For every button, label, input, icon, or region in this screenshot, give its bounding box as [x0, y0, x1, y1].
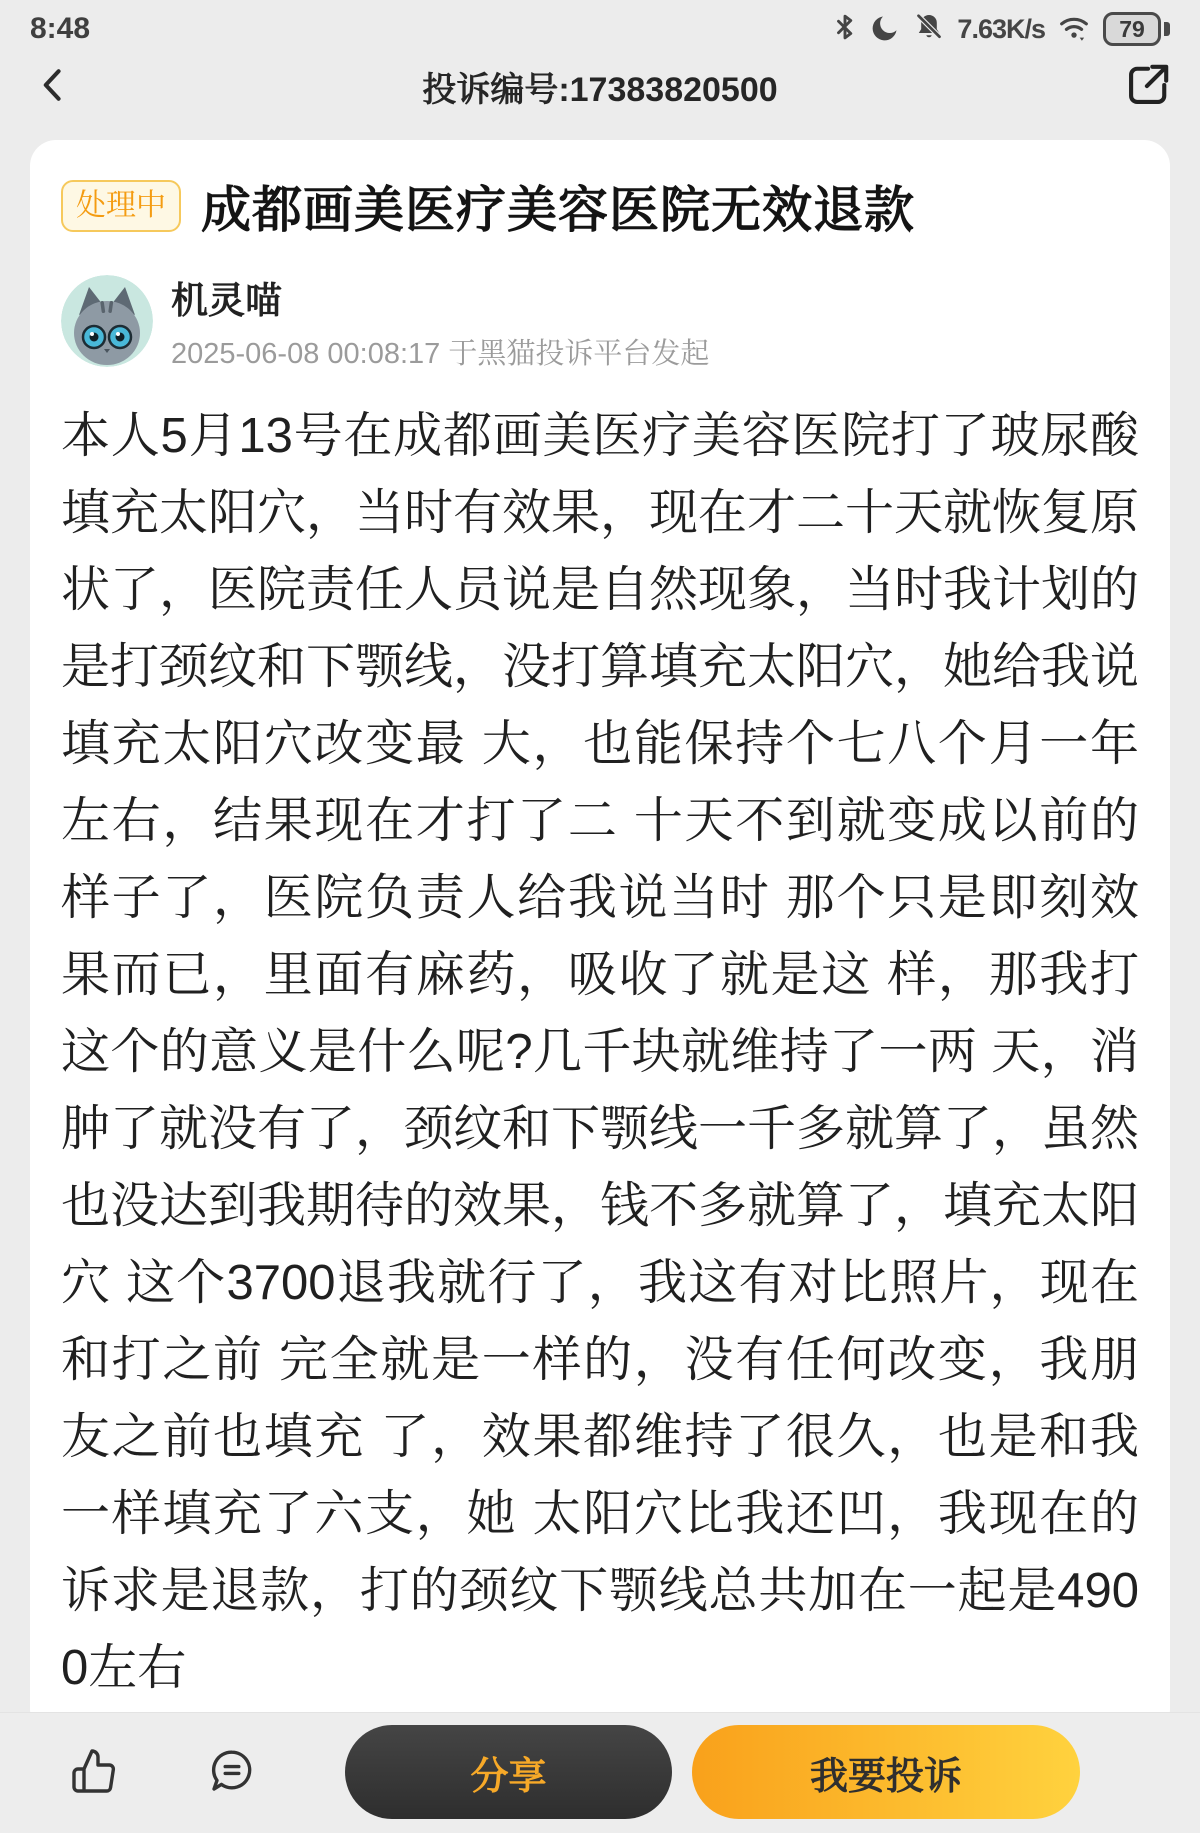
back-chevron-icon: [32, 95, 76, 110]
complaint-card: [30, 140, 1170, 1735]
complaint-body: 本人5月13号在成都画美医疗美容医院打了玻尿酸填充太阳穴，当时有效果，现在才二十天就恢复原状了，医院责任人员说是自然现象，当时我计划的是打颈纹和下颚线，没打算填充太阳穴，她给我说填充太阳穴改变最 大，也能保持个七八个月一年左右，结果现在才打了二 十天不到就变成以前的样子了，医院负责人给我说当时 那个只是即刻效果而已，里面有麻药，吸收了就是这 样，那我打这个的意义是什么呢?几千块就维持了一两 天，消肿了就没有了，颈纹和下颚线一千多就算了，虽然也没达到我期待的效果，钱不多就算了，填充太阳穴 这个3700退我就行了，我这有对比照片，现在和打之前 完全就是一样的，没有任何改变，我朋友之前也填充 了，效果都维持了很久，也是和我一样填充了六支，她 太阳穴比我还凹，我现在的诉求是退款，打的颈纹下颚线总共加在一起是4900左右: [61, 409, 1140, 1695]
author-info: [171, 270, 709, 372]
thumbs-up-icon: [70, 1783, 118, 1798]
title-row: [61, 170, 1139, 242]
bluetooth-icon: [832, 12, 858, 47]
comment-button[interactable]: [208, 1747, 256, 1795]
bottom-action-bar: [0, 1712, 1200, 1833]
complaint-title: 成都画美医疗美容医院无效退款: [201, 182, 915, 238]
share-button[interactable]: [1120, 58, 1176, 114]
bell-muted-icon: [914, 12, 944, 47]
page-title: 投诉编号:17383820500: [422, 70, 778, 109]
battery-percent: 79: [1103, 12, 1161, 46]
comment-icon: [208, 1783, 256, 1798]
complaint-meta: 2025-06-08 00:08:17 于黑猫投诉平台发起: [171, 338, 710, 370]
wifi-icon: [1058, 12, 1090, 47]
nav-bar: [0, 50, 1200, 122]
author-row: [61, 270, 1139, 372]
back-button[interactable]: [30, 62, 78, 110]
status-badge: 处理中: [61, 180, 181, 232]
cat-avatar-icon: [61, 355, 153, 367]
status-icons: [832, 12, 1170, 47]
avatar[interactable]: [61, 275, 153, 367]
battery-nub: [1164, 22, 1170, 36]
network-speed: 7.63K/s: [957, 13, 1045, 44]
complain-pill-button[interactable]: 我要投诉: [692, 1725, 1080, 1819]
moon-icon: [871, 12, 901, 47]
battery-icon: [1103, 12, 1170, 46]
status-bar: [0, 0, 1200, 50]
share-icon: [1122, 99, 1174, 114]
status-time: 8:48: [30, 12, 91, 45]
author-name: 机灵喵: [171, 280, 282, 321]
share-pill-button[interactable]: 分享: [345, 1725, 672, 1819]
like-button[interactable]: [70, 1747, 118, 1795]
